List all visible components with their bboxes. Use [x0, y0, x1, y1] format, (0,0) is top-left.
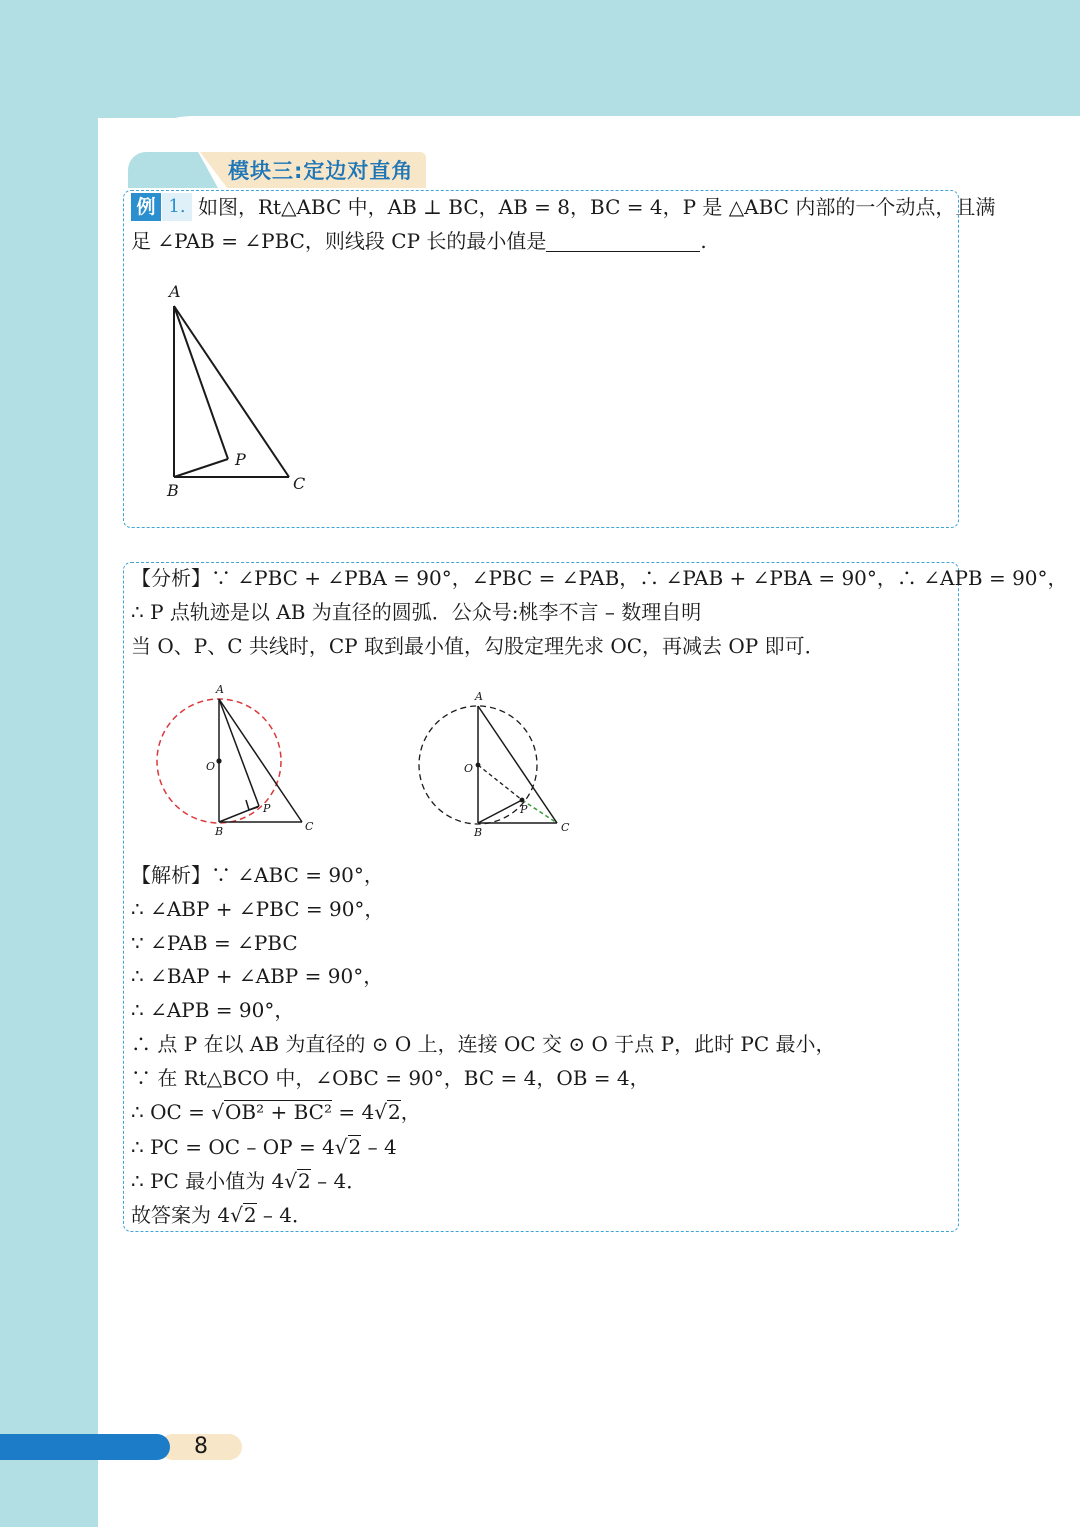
fig1-label-b: B — [167, 481, 179, 500]
fig3-center-o — [476, 763, 481, 768]
solution-line-9-post: – 4 — [361, 1135, 397, 1159]
example-number: 1. — [162, 193, 192, 221]
sqrt-symbol: √ — [334, 1135, 348, 1159]
fig1-label-p: P — [235, 450, 246, 469]
analysis-line-2: ∴ P 点轨迹是以 AB 为直径的圆弧．公众号:桃李不言 – 数理自明 — [131, 600, 702, 624]
page-number: 8 — [194, 1434, 208, 1459]
fig1-label-c: C — [293, 474, 306, 493]
example-line-2-end: . — [700, 229, 707, 253]
fig3-segment-ac — [478, 706, 557, 823]
solution-line-9-radicand: 2 — [348, 1135, 362, 1159]
analysis-line-1: 【分析】∵ ∠PBC + ∠PBA = 90°，∠PBC = ∠PAB，∴ ∠PAB + ∠PBA = 90°，∴ ∠APB = 90°， — [131, 566, 1068, 590]
fig3-label-p: P — [520, 803, 528, 816]
example-badge: 例 — [131, 193, 161, 221]
solution-line-8-radicand-2: 2 — [387, 1100, 401, 1124]
solution-line-6: ∴ 点 P 在以 AB 为直径的 ⊙ O 上，连接 OC 交 ⊙ O 于点 P，此时 PC 最小， — [131, 1032, 836, 1056]
solution-line-9 — [131, 1131, 397, 1163]
module-title: 模块三:定边对直角 — [228, 159, 414, 183]
solution-line-11-post: – 4． — [256, 1203, 313, 1227]
fig3-label-a: A — [475, 690, 483, 703]
sqrt-symbol: √ — [230, 1203, 243, 1227]
sqrt-symbol: √ — [374, 1100, 387, 1124]
solution-line-10-pre: ∴ PC 最小值为 4 — [131, 1169, 285, 1193]
example-line-1: 如图，Rt△ABC 中，AB ⊥ BC，AB = 8，BC = 4，P 是 △ABC 内部的一个动点，且满 — [198, 195, 996, 219]
fig2-label-p: P — [263, 802, 271, 815]
fig3-label-c: C — [561, 821, 570, 834]
analysis-line-3: 当 O、P、C 共线时，CP 取到最小值，勾股定理先求 OC，再减去 OP 即可． — [131, 634, 825, 658]
solution-line-10-post: – 4． — [310, 1169, 367, 1193]
solution-line-8-pre: ∴ OC = — [131, 1100, 212, 1124]
fig3-point-p — [520, 798, 525, 803]
fig2-label-b: B — [215, 825, 224, 838]
fig3-label-b: B — [474, 826, 483, 839]
solution-line-2: ∴ ∠ABP + ∠PBC = 90°， — [131, 897, 385, 921]
solution-line-11 — [131, 1199, 312, 1231]
solution-line-5: ∴ ∠APB = 90°， — [131, 998, 295, 1022]
page-number-bar — [0, 1434, 170, 1460]
solution-line-10 — [131, 1165, 366, 1197]
solution-line-10-radicand: 2 — [298, 1169, 311, 1193]
example-line-2-text: 足 ∠PAB = ∠PBC，则线段 CP 长的最小值是 — [131, 229, 547, 253]
solution-line-11-radicand: 2 — [243, 1203, 257, 1227]
fig2-label-o: O — [206, 760, 216, 773]
fig3-segment-bp — [478, 800, 522, 823]
fig1-label-a: A — [169, 282, 181, 301]
solution-line-8 — [131, 1096, 421, 1128]
sqrt-symbol: √ — [284, 1169, 298, 1193]
solution-line-11-pre: 故答案为 4 — [131, 1203, 231, 1227]
fig3-label-o: O — [464, 762, 474, 775]
solution-line-7: ∵ 在 Rt△BCO 中，∠OBC = 90°，BC = 4，OB = 4， — [131, 1066, 650, 1090]
sqrt-symbol: √ — [211, 1100, 225, 1124]
solution-line-4: ∴ ∠BAP + ∠ABP = 90°， — [131, 964, 384, 988]
fig3-segment-op — [478, 765, 522, 800]
fig2-label-a: A — [216, 683, 224, 696]
solution-line-8-mid: = 4 — [332, 1100, 375, 1124]
solution-line-3: ∵ ∠PAB = ∠PBC — [131, 931, 298, 955]
solution-line-8-radicand: OB² + BC² — [225, 1100, 332, 1124]
solution-line-1: 【解析】∵ ∠ABC = 90°， — [131, 863, 384, 887]
solution-line-8-post: ， — [400, 1100, 421, 1124]
fig2-label-c: C — [305, 820, 314, 833]
solution-line-9-pre: ∴ PC = OC – OP = 4 — [131, 1135, 335, 1159]
